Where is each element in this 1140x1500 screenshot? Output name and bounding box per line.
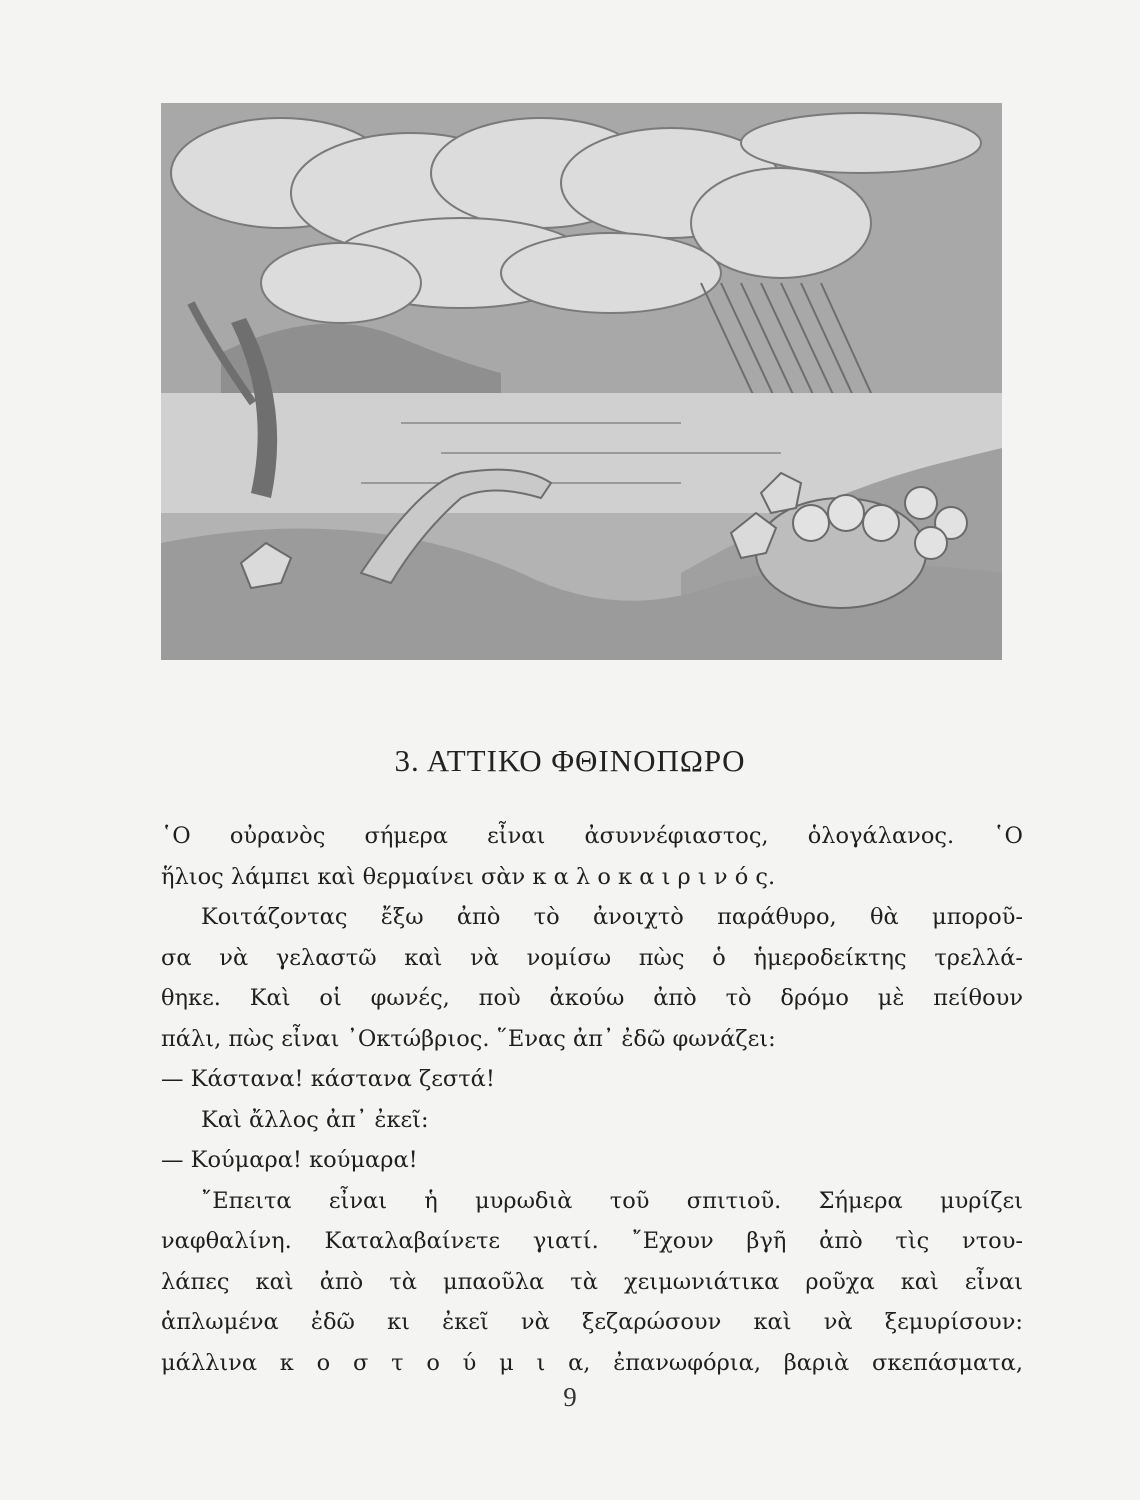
text-line: ῾Ο οὐρανὸς σήμερα εἶναι ἀσυννέφιαστος, ὁλογάλανος. ῾Ο xyxy=(161,823,1023,849)
text-line: Κοιτάζοντας ἔξω ἀπὸ τὸ ἀνοιχτὸ παράθυρο, θὰ μποροῦ- xyxy=(201,904,1023,930)
chapter-title: 3. ΑΤΤΙΚΟ ΦΘΙΝΟΠΩΡΟ xyxy=(394,743,746,778)
page-number: 9 xyxy=(563,1382,577,1412)
text-line: πάλι, πὼς εἶναι ᾿Οκτώβριος. ῞Ενας ἀπ᾿ ἐδῶ φωνάζει: xyxy=(161,1025,776,1052)
text-line: θηκε. Καὶ οἱ φωνές, ποὺ ἀκούω ἀπὸ τὸ δρόμο μὲ πείθουν xyxy=(161,985,1023,1011)
text-line: ῎Επειτα εἶναι ἡ μυρωδιὰ τοῦ σπιτιοῦ. Σήμερα μυρίζει xyxy=(201,1187,1023,1214)
text-line: ναφθαλίνη. Καταλαβαίνετε γιατί. ῎Εχουν βγῆ ἀπὸ τὶς ντου- xyxy=(161,1228,1023,1254)
landscape-illustration xyxy=(161,103,1002,660)
dialogue-line: — Κάστανα! κάστανα ζεστά! xyxy=(161,1066,495,1092)
dialogue-line: — Κούμαρα! κούμαρα! xyxy=(161,1147,418,1173)
text-line: ἥλιος λάμπει καὶ θερμαίνει σὰν κ α λ ο κ α ι ρ ι ν ό ς. xyxy=(161,863,776,890)
body-text xyxy=(161,816,1023,1383)
text-line: σα νὰ γελαστῶ καὶ νὰ νομίσω πὼς ὁ ἡμεροδείκτης τρελλά- xyxy=(161,944,1023,971)
text-line: λάπες καὶ ἀπὸ τὰ μπαοῦλα τὰ χειμωνιάτικα ροῦχα καὶ εἶναι xyxy=(161,1268,1023,1295)
text-line: Καὶ ἄλλος ἀπ᾿ ἐκεῖ: xyxy=(201,1106,429,1133)
text-line: μάλλινα κ ο σ τ ο ύ μ ι α, ἐπανωφόρια, βαριὰ σκεπάσματα, xyxy=(161,1349,1023,1376)
text-line: ἁπλωμένα ἐδῶ κι ἐκεῖ νὰ ξεζαρώσουν καὶ νὰ ξεμυρίσουν: xyxy=(161,1309,1023,1335)
